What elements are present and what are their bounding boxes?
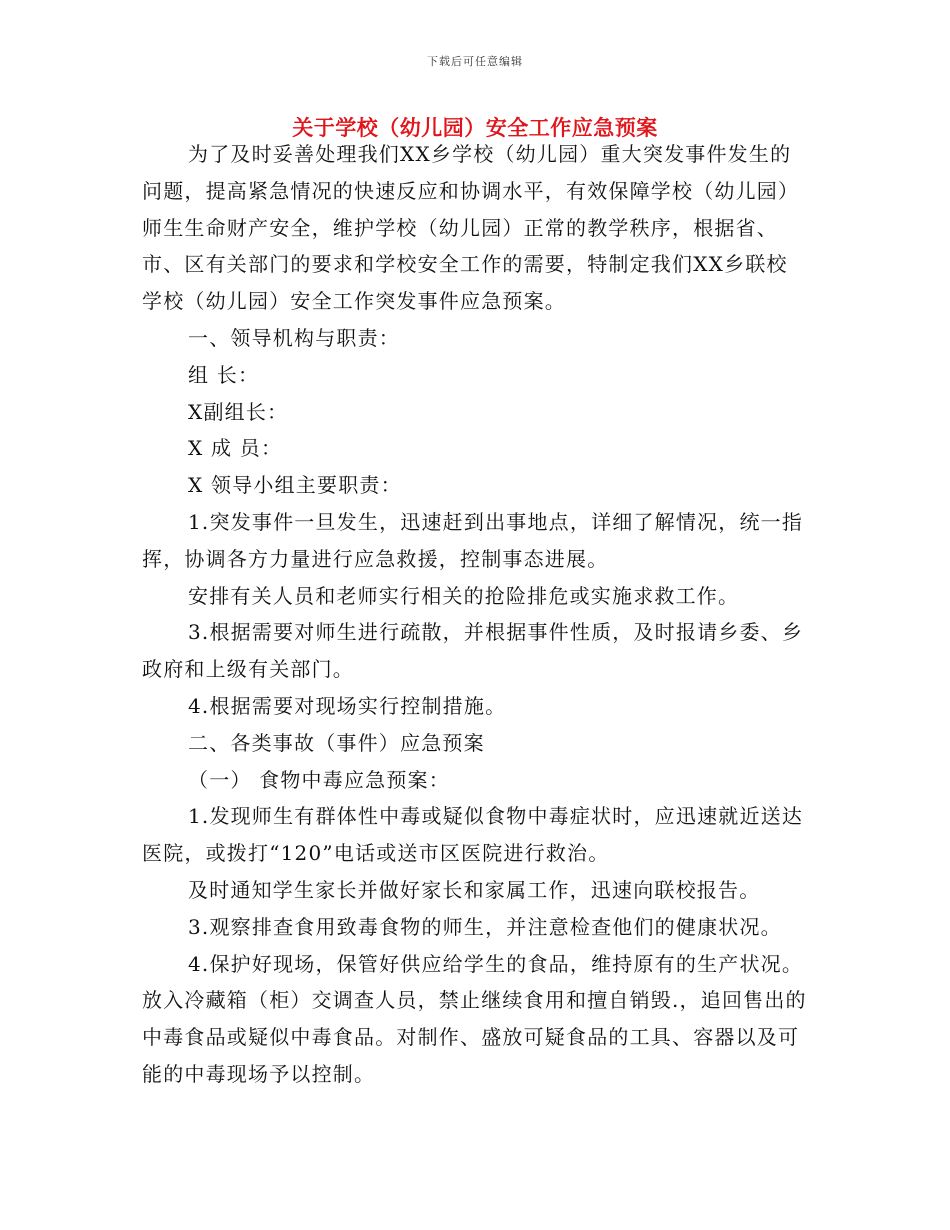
role-team-leader: 组 长： xyxy=(188,362,260,387)
intro-paragraph: 为了及时妥善处理我们XX乡学校（幼儿园）重大突发事件发生的问题，提高紧急情况的快速反应和协调水平，有效保障学校（幼儿园）师生生命财产安全，维护学校（幼儿园）正常的教学秩序，根据省、市、区有关部门的要求和学校安全工作的需要，特制定我们XX乡联校学校（幼儿园）安全工作突发事件应急预案。 xyxy=(142,142,800,314)
food-item-4: 4.保护好现场，保管好供应给学生的食品，维持原有的生产状况。放入冷藏箱（柜）交调查人员，禁止继续食用和擅自销毁.，追回售出的中毒食品或疑似中毒食品。对制作、盛放可疑食品的工具、容器以及可能的中毒现场予以控制。 xyxy=(142,951,807,1086)
food-item-3: 3.观察排查食用致毒食物的师生，并注意检查他们的健康状况。 xyxy=(188,914,782,939)
duty-item-2: 安排有关人员和老师实行相关的抢险排危或实施求救工作。 xyxy=(188,583,740,608)
duty-item-1: 1.突发事件一旦发生，迅速赶到出事地点，详细了解情况，统一指挥，协调各方力量进行应急救援，控制事态进展。 xyxy=(142,509,804,571)
role-members: X 成 员： xyxy=(188,436,283,461)
duty-item-4: 4.根据需要对现场实行控制措施。 xyxy=(188,693,507,718)
header-note: 下载后可任意编辑 xyxy=(427,55,523,68)
duty-item-3: 3.根据需要对师生进行疏散，并根据事件性质，及时报请乡委、乡政府和上级有关部门。 xyxy=(142,620,804,682)
section-heading-emergency-plans: 二、各类事故（事件）应急预案 xyxy=(188,730,485,755)
duties-heading: X 领导小组主要职责： xyxy=(188,473,402,498)
section-heading-leadership: 一、领导机构与职责： xyxy=(188,325,400,350)
document-body xyxy=(142,136,807,1093)
subsection-heading-food-poisoning: （一） 食物中毒应急预案： xyxy=(188,767,450,792)
food-item-1: 1.发现师生有群体性中毒或疑似食物中毒症状时，应迅速就近送达医院，或拨打“120”电话或送市区医院进行救治。 xyxy=(142,804,804,866)
food-item-2: 及时通知学生家长并做好家长和家属工作，迅速向联校报告。 xyxy=(188,877,761,902)
role-deputy-leader: X副组长： xyxy=(188,399,289,424)
document-title: 关于学校（幼儿园）安全工作应急预案 xyxy=(292,115,658,140)
